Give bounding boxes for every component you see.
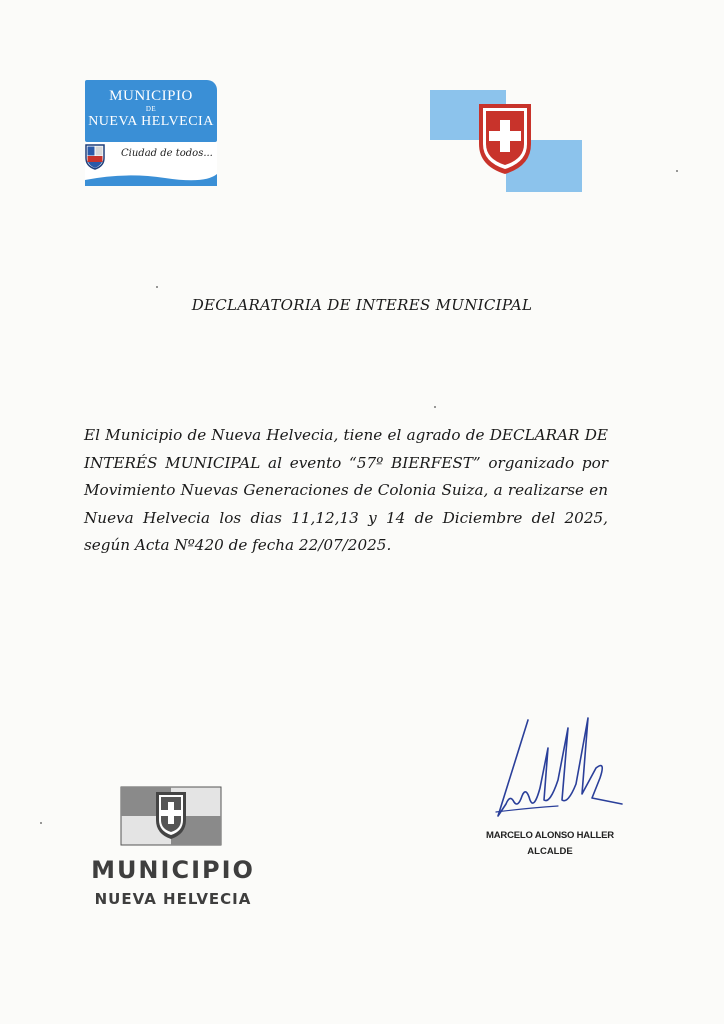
logo-line-1: MUNICIPIO bbox=[109, 88, 193, 104]
coat-of-arms-icon bbox=[85, 144, 105, 170]
scan-speck bbox=[40, 822, 42, 824]
swiss-cross-icon bbox=[479, 104, 531, 174]
logo-wave bbox=[85, 170, 217, 186]
signature-scribble bbox=[488, 708, 628, 826]
stamp-flag-graphic bbox=[120, 786, 222, 846]
stamp-municipio: MUNICIPIO bbox=[91, 856, 255, 884]
logo-slogan: Ciudad de todos... bbox=[121, 148, 213, 159]
swiss-flag-graphic bbox=[430, 90, 582, 192]
municipio-logo bbox=[85, 80, 217, 190]
signer-role: ALCALDE bbox=[527, 846, 573, 857]
logo-line-3: NUEVA HELVECIA bbox=[88, 114, 214, 129]
stamp-nueva-helvecia: NUEVA HELVECIA bbox=[94, 890, 252, 908]
scan-speck bbox=[156, 286, 158, 288]
scan-speck bbox=[434, 406, 436, 408]
logo-line-2: DE bbox=[145, 105, 157, 113]
document-title: DECLARATORIA DE INTERES MUNICIPAL bbox=[191, 296, 533, 314]
scan-speck bbox=[676, 170, 678, 172]
declaration-body: El Municipio de Nueva Helvecia, tiene el agrado de DECLARAR DE INTERÉS MUNICIPAL al evento “57º BIERFEST” organizado por Movimiento Nuevas Generaciones de Colonia Suiza, a realizarse en Nueva Helvecia los dias 11,12,13 y 14 de Diciembre del 2025, según Acta Nº420 de fecha 22/07/2025. bbox=[84, 426, 608, 554]
signer-name: MARCELO ALONSO HALLER bbox=[486, 830, 614, 841]
stamp-cross-icon bbox=[156, 792, 186, 839]
